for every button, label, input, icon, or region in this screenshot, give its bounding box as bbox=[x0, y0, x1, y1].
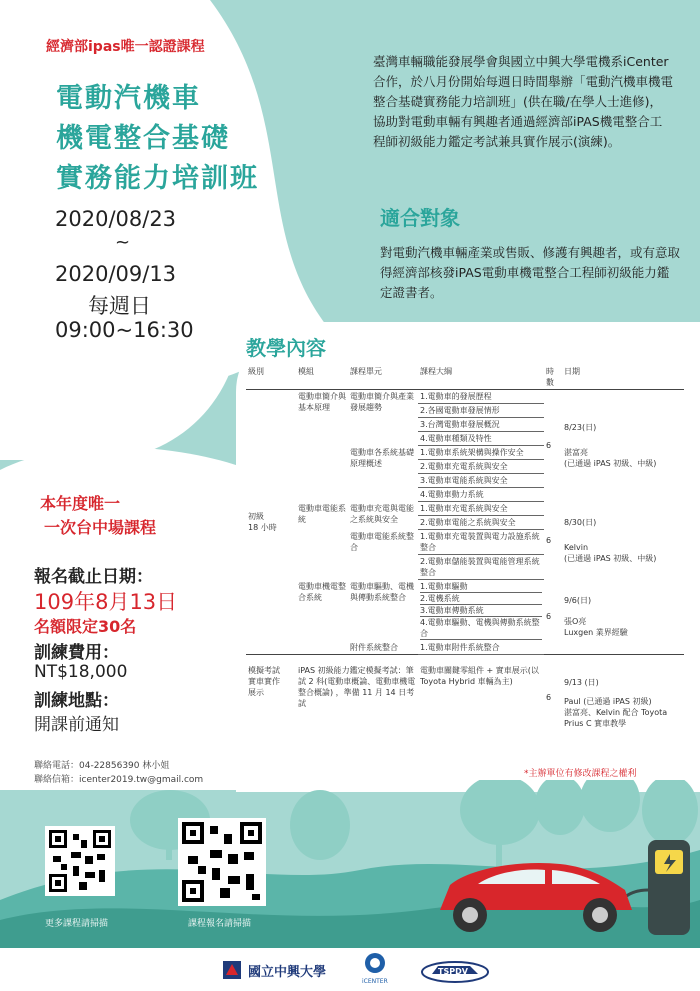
session-teacher: 張O亮 Luxgen 業界經驗 bbox=[564, 617, 628, 638]
header-module: 模組 bbox=[296, 365, 348, 390]
fee-label: 訓練費用： bbox=[34, 643, 119, 663]
tree-icon bbox=[290, 790, 350, 860]
outline-cell: 2.電動車電能之系統與安全 bbox=[418, 516, 544, 530]
qr-icon bbox=[49, 830, 111, 892]
module-cell: 電動車機電整合系統 bbox=[298, 581, 346, 602]
unit-cell: 電動車簡介與產業發展趨勢 bbox=[350, 392, 414, 412]
highlight-line-1: 本年度唯一 bbox=[40, 494, 121, 513]
quota-text: 名額限定30名 bbox=[34, 617, 137, 636]
outline-cell bbox=[418, 580, 544, 642]
level-cell: 初級 18 小時 bbox=[248, 512, 277, 532]
table-row-exam bbox=[246, 655, 684, 731]
header-outline: 課程大綱 bbox=[418, 365, 544, 390]
outline-cell: 2.電動車充電系統與安全 bbox=[418, 460, 544, 474]
unit-cell: 電動車充電與電能之系統與安全 bbox=[350, 503, 414, 524]
session-date: 8/30(日) bbox=[564, 518, 597, 527]
session2-cell bbox=[562, 502, 684, 580]
title-line-2: 機電整合基礎 bbox=[56, 123, 230, 154]
intro-text: 臺灣車輛職能發展學會與國立中興大學電機系iCenter合作，於八月份開始每週日時間舉辦「電動汽機車機電整合基礎實務能力培訓班」(供在職/在學人士進修)，協助對電動車輛有興趣者通過經濟部iPAS機電整合工程師初級能力鑑定考試兼具實作展示(演練)。 bbox=[373, 54, 674, 149]
contact-phone: 聯絡電話：04-22856390 林小姐 bbox=[34, 761, 170, 771]
unit-cell: 電動車電能系統整合 bbox=[350, 531, 414, 552]
header-date: 日期 bbox=[562, 365, 684, 390]
audience-text: 對電動汽機車輛產業或售販、修護有興趣者，或有意取得經濟部核發iPAS電動車機電整合工程師初級能力鑑定證書者。 bbox=[380, 245, 681, 300]
qr-icon bbox=[182, 822, 262, 902]
car-hubcap bbox=[462, 907, 478, 923]
qr-code-courses[interactable] bbox=[45, 826, 115, 896]
curriculum-title: 教學內容 bbox=[246, 336, 326, 360]
hours-cell: 6 bbox=[546, 441, 552, 451]
outline-cell: 4.電動車動力系統 bbox=[418, 488, 544, 502]
highlight-line-2: 一次台中場課程 bbox=[44, 518, 157, 537]
session-date: 9/6(日) bbox=[564, 596, 592, 606]
fee-value: NT$18,000 bbox=[34, 662, 128, 682]
curriculum-table bbox=[246, 365, 684, 730]
session-date: 8/23(日) bbox=[564, 423, 597, 433]
exam-hours-cell: 6 bbox=[544, 655, 562, 731]
nchu-logo bbox=[222, 960, 326, 980]
session-teacher: 湛富亮 (已通過 iPAS 初級、中級) bbox=[564, 448, 657, 469]
unit-cell: 附件系統整合 bbox=[350, 643, 398, 652]
module-cell: 電動車電能系統 bbox=[298, 503, 346, 524]
tree-icon bbox=[580, 780, 640, 832]
table-row bbox=[246, 390, 684, 404]
weekday: 每週日 bbox=[88, 294, 151, 318]
icenter-icon bbox=[364, 952, 386, 974]
title-line-1: 電動汽機車 bbox=[56, 83, 201, 114]
header-unit: 課程單元 bbox=[348, 365, 418, 390]
table-row bbox=[246, 502, 684, 516]
session-teacher: Kelvin (已通過 iPAS 初級、中級) bbox=[564, 543, 657, 563]
outline-cell: 3.電動車電能系統與安全 bbox=[418, 474, 544, 488]
rights-note: *主辦單位有修改課程之權利 bbox=[524, 769, 637, 779]
start-date: 2020/08/23 bbox=[55, 207, 177, 231]
icenter-logo bbox=[362, 952, 388, 985]
module-cell bbox=[296, 446, 348, 502]
unit-cell: 電動車驅動、電機與傳動系統整合 bbox=[350, 581, 414, 602]
title-line-3: 實務能力培訓班 bbox=[56, 163, 259, 194]
nchu-name: 國立中興大學 bbox=[248, 964, 327, 980]
unit-cell: 電動車各系統基礎原理概述 bbox=[350, 447, 414, 468]
outline-cell: 1.電動車充電裝置與電力設施系統整合 bbox=[418, 530, 544, 555]
venue-value: 開課前通知 bbox=[34, 715, 119, 735]
qr-code-registration[interactable] bbox=[178, 818, 266, 906]
outline-cell: 3.台灣電動車發展概況 bbox=[418, 418, 544, 432]
tree-trunk bbox=[166, 820, 172, 860]
outline-cell: 2.電動車儲能裝置與電能管理系統整合 bbox=[418, 555, 544, 580]
nchu-emblem-icon bbox=[222, 960, 242, 980]
audience-title: 適合對象 bbox=[380, 206, 460, 230]
contact-email: 聯絡信箱：icenter2019.tw@gmail.com bbox=[34, 775, 204, 785]
qr-label-registration: 課程報名請掃描 bbox=[188, 919, 252, 929]
highlight-box bbox=[40, 492, 156, 540]
outline-cell: 1.電動車的發展歷程 bbox=[418, 390, 544, 404]
header-level: 級別 bbox=[246, 365, 296, 390]
session-teacher: Paul (已通過 iPAS 初級) 湛富亮、Kelvin 配合 Toyota Prius C 實車教學 bbox=[564, 697, 668, 728]
tree-icon bbox=[535, 780, 585, 835]
outline-cell: 1.電動車附件系統整合 bbox=[418, 641, 544, 655]
header-hours: 時數 bbox=[544, 365, 562, 390]
outline-cell: 4.電動車種類及特性 bbox=[418, 432, 544, 446]
session1-cell bbox=[562, 390, 684, 502]
session3-cell bbox=[562, 580, 684, 655]
hours-cell: 6 bbox=[546, 612, 552, 622]
outline-item: 2.電機系統 bbox=[420, 593, 542, 605]
icenter-text: iCENTER bbox=[362, 978, 388, 985]
car-hubcap bbox=[592, 907, 608, 923]
deadline-value: 109年8月13日 bbox=[34, 590, 178, 614]
outline-cell: 1.電動車系統架構與操作安全 bbox=[418, 446, 544, 460]
footer bbox=[0, 948, 700, 991]
module-cell: 電動車簡介與基本原理 bbox=[298, 392, 346, 412]
exam-module-cell: 模擬考試 實車實作 展示 bbox=[246, 655, 296, 731]
outline-item: 1.電動車驅動 bbox=[420, 581, 542, 593]
table-header-row bbox=[246, 365, 684, 390]
class-time: 09:00~16:30 bbox=[55, 318, 194, 342]
outline-cell: 2.各國電動車發展情形 bbox=[418, 404, 544, 418]
outline-item: 3.電動車傳動系統 bbox=[420, 605, 542, 617]
exam-unit-cell: iPAS 初級能力鑑定模擬考試：筆試 2 科(電動車概論、電動車機電整合概論) ，準備 11 月 14 日考試 bbox=[296, 655, 418, 731]
tspdv-text: TSPDV bbox=[438, 967, 468, 976]
exam-session-cell bbox=[562, 655, 684, 731]
qr-label-courses: 更多課程請掃描 bbox=[45, 919, 109, 929]
end-date: 2020/09/13 bbox=[55, 262, 177, 286]
exam-outline-cell: 電動車關鍵零組件 + 實車展示(以 Toyota Hybrid 車輛為主) bbox=[418, 655, 544, 731]
outline-cell: 1.電動車充電系統與安全 bbox=[418, 502, 544, 516]
deadline-label: 報名截止日期： bbox=[34, 567, 153, 587]
hours-cell: 6 bbox=[546, 536, 552, 545]
header-tag: 經濟部ipas唯一認證課程 bbox=[46, 39, 205, 55]
outline-item: 4.電動車驅動、電機與傳動系統整合 bbox=[420, 617, 542, 640]
session-date: 9/13 (日) bbox=[564, 678, 599, 687]
tree-icon bbox=[642, 780, 698, 845]
date-tilde: ~ bbox=[115, 232, 131, 253]
tspdv-logo bbox=[420, 956, 490, 988]
venue-label: 訓練地點： bbox=[34, 691, 119, 711]
table-row bbox=[246, 580, 684, 642]
tree-trunk bbox=[496, 820, 502, 870]
